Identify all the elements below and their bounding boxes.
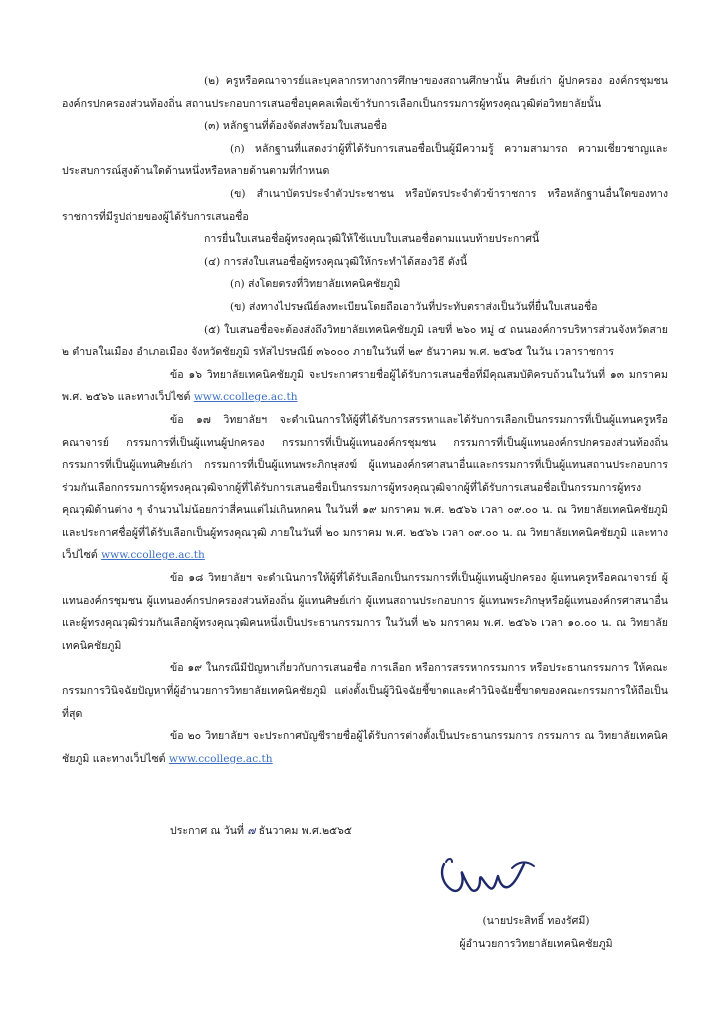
- paragraph-article-16: [62, 364, 668, 409]
- paragraph-article-19: ข้อ ๑๙ ในกรณีมีปัญหาเกี่ยวกับการเสนอชื่อ การเลือก หรือการสรรหากรรมการ หรือประธานกรรมการ ให้คณะกรรมการวินิจฉัยปัญหาที่ผู้อำนวยการวิทยาลัยเทคนิคชัยภูมิ แต่งตั้งเป็นผู้วินิจฉัยชี้ขาดและคำวินิจฉัยชี้ขาดของคณะกรรมการให้ถือเป็นที่สุด: [62, 662, 668, 720]
- paragraph-submit-direct: (ก) ส่งโดยตรงที่วิทยาลัยเทคนิคชัยภูมิ: [230, 278, 401, 291]
- handwritten-signature-icon: [434, 850, 554, 908]
- signatory-title: ผู้อำนวยการวิทยาลัยเทคนิคชัยภูมิ: [459, 938, 613, 950]
- paragraph-article-18: ข้อ ๑๘ วิทยาลัยฯ จะดำเนินการให้ผู้ที่ได้รับเลือกเป็นกรรมการที่เป็นผู้แทนผู้ปกครอง ผู้แทนครูหรือคณาจารย์ ผู้แทนองค์กรชุมชน ผู้แทนองค์กรปกครองส่วนท้องถิ่น ผู้แทนศิษย์เก่า ผู้แทนสถานประกอบการ ผู้แทนพระภิกษุหรือผู้แทนองค์กรศาสนาอื่น และผู้ทรงคุณวุฒิร่วมกันเลือกผู้ทรงคุณวุฒิคนหนึ่งเป็นประธานกรรมการ ในวันที่ ๒๖ มกราคม พ.ศ. ๒๕๖๖ เวลา ๑๐.๐๐ น. ณ วิทยาลัยเทคนิคชัยภูมิ: [62, 572, 668, 652]
- paragraph-submit-post: (ข) ส่งทางไปรษณีย์ลงทะเบียนโดยถือเอาวันที่ประทับตราส่งเป็นวันที่ยื่นใบเสนอชื่อ: [230, 300, 598, 313]
- paragraph-article-17: [62, 409, 668, 567]
- paragraph-nomination-form: การยื่นใบเสนอชื่อผู้ทรงคุณวุฒิให้ใช้แบบใบเสนอชื่อตามแนบท้ายประกาศนี้: [204, 233, 540, 246]
- signatory-name: (นายประสิทธิ์ ทองรัศมี): [482, 915, 590, 927]
- paragraph-submission-methods: (๔) การส่งใบเสนอชื่อผู้ทรงคุณวุฒิให้กระทำได้สองวิธี ดังนี้: [204, 255, 468, 268]
- date-prefix: ประกาศ ณ วันที่: [170, 825, 244, 837]
- paragraph-article-20: [62, 725, 668, 770]
- paragraph-deadline-address: (๕) ใบเสนอชื่อจะต้องส่งถึงวิทยาลัยเทคนิคชัยภูมิ เลขที่ ๒๖๐ หมู่ ๔ ถนนองค์การบริหารส่วนจังหวัดสาย ๒ ตำบลในเมือง อำเภอเมือง จังหวัดชัยภูมิ รหัสไปรษณีย์ ๓๖๐๐๐ ภายในวันที่ ๒๙ ธันวาคม พ.ศ. ๒๕๖๕ ในวัน เวลาราชการ: [62, 323, 668, 359]
- article-17-text: ข้อ ๑๗ วิทยาลัยฯ จะดำเนินการให้ผู้ที่ได้รับการสรรหาและได้รับการเลือกเป็นกรรมการที่เป็นผู้แทนครูหรือคณาจารย์ กรรมการที่เป็นผู้แทนผู้ปกครอง กรรมการที่เป็นผู้แทนองค์กรชุมชน กรรมการที่เป็นผู้แทนองค์กรปกครองส่วนท้องถิ่น กรรมการที่เป็นผู้แทนศิษย์เก่า กรรมการที่เป็นผู้แทนพระภิกษุสงฆ์ ผู้แทนองค์กรศาสนาอื่นและกรรมการที่เป็นผู้แทนสถานประกอบการร่วมกันเลือกกรรมการผู้ทรงคุณวุฒิจากผู้ที่ได้รับการเสนอชื่อเป็นกรรมการผู้ทรงคุณวุฒิจากผู้ที่ได้รับการเสนอชื่อเป็นกรรมการผู้ทรงคุณวุฒิด้านต่าง ๆ จำนวนไม่น้อยกว่าสี่คนแต่ไม่เกินหกคน ในวันที่ ๑๙ มกราคม พ.ศ. ๒๕๖๖ เวลา ๐๙.๐๐ น. ณ วิทยาลัยเทคนิคชัยภูมิ และประกาศชื่อผู้ที่ได้รับเลือกเป็นผู้ทรงคุณวุฒิ ภายในวันที่ ๒๐ มกราคม พ.ศ. ๒๕๖๖ เวลา ๐๙.๐๐ น. ณ วิทยาลัยเทคนิคชัยภูมิ และทางเว็ปไซต์: [62, 413, 668, 562]
- website-link[interactable]: www.ccollege.ac.th: [168, 752, 273, 765]
- date-day-handwritten: ๗: [247, 825, 256, 837]
- paragraph-nominator-teachers: (๒) ครูหรือคณาจารย์และบุคลากรทางการศึกษาของสถานศึกษานั้น ศิษย์เก่า ผู้ปกครอง องค์กรชุมชน องค์กรปกครองส่วนท้องถิ่น สถานประกอบการเสนอชื่อบุคคลเพื่อเข้ารับการเลือกเป็นกรรมการผู้ทรงคุณวุฒิต่อวิทยาลัยนั้น: [62, 75, 668, 110]
- date-suffix: ธันวาคม พ.ศ.๒๕๖๕: [258, 825, 352, 837]
- website-link[interactable]: www.ccollege.ac.th: [193, 391, 298, 404]
- announcement-date: [170, 822, 352, 839]
- paragraph-evidence-knowledge: (ก) หลักฐานที่แสดงว่าผู้ที่ได้รับการเสนอชื่อเป็นผู้มีความรู้ ความสามารถ ความเชี่ยวชาญและประสบการณ์สูงด้านใดด้านหนึ่งหรือหลายด้านตามที่กำหนด: [62, 142, 668, 178]
- article-16-text: ข้อ ๑๖ วิทยาลัยเทคนิคชัยภูมิ จะประกาศรายชื่อผู้ได้รับการเสนอชื่อที่มีคุณสมบัติครบถ้วนในวันที่ ๑๓ มกราคม พ.ศ. ๒๕๖๖ และทางเว็ปไซต์: [62, 368, 668, 404]
- paragraph-evidence-id-card: (ข) สำเนาบัตรประจำตัวประชาชน หรือบัตรประจำตัวข้าราชการ หรือหลักฐานอื่นใดของทางราชการที่มีรูปถ่ายของผู้ได้รับการเสนอชื่อ: [62, 187, 668, 223]
- paragraph-evidence-heading: (๓) หลักฐานที่ต้องจัดส่งพร้อมใบเสนอชื่อ: [204, 120, 388, 133]
- article-20-text: ข้อ ๒๐ วิทยาลัยฯ จะประกาศบัญชีรายชื่อผู้ได้รับการต่างตั้งเป็นประธานกรรมการ กรรมการ ณ วิทยาลัยเทคนิคชัยภูมิ และทางเว็ปไซต์: [62, 730, 668, 765]
- website-link[interactable]: www.ccollege.ac.th: [101, 549, 205, 562]
- document-body: [62, 70, 668, 770]
